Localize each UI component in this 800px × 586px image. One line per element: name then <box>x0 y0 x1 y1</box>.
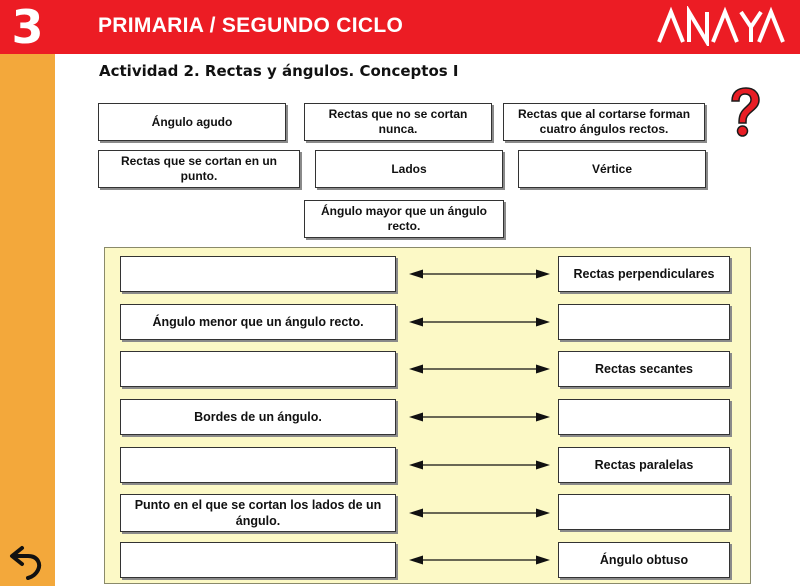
card-label: Rectas que no se cortan nunca. <box>328 107 468 136</box>
answer-card-se-cortan-en-un-punto[interactable] <box>98 150 300 188</box>
double-arrow-icon <box>409 268 550 280</box>
sidebar <box>0 54 55 586</box>
answer-card-angulo-agudo[interactable] <box>98 103 286 141</box>
answer-card-vertice[interactable] <box>518 150 706 188</box>
card-label: Ángulo agudo <box>151 114 233 129</box>
double-arrow-icon <box>409 459 550 471</box>
double-arrow-icon <box>409 363 550 375</box>
double-arrow-icon <box>409 316 550 328</box>
right-slot[interactable] <box>558 494 730 530</box>
card-label: Rectas que al cortarse forman cuatro ángulos rectos. <box>517 107 691 136</box>
answer-card-cuatro-angulos-rectos[interactable] <box>503 103 705 141</box>
right-slot[interactable] <box>558 304 730 340</box>
card-label: Lados <box>391 161 427 176</box>
answer-card-lados[interactable] <box>315 150 503 188</box>
left-slot[interactable] <box>120 399 396 435</box>
right-slot[interactable] <box>558 351 730 387</box>
right-slot[interactable] <box>558 399 730 435</box>
double-arrow-icon <box>409 554 550 566</box>
left-slot[interactable] <box>120 542 396 578</box>
slot-text: Rectas perpendiculares <box>573 267 715 281</box>
right-slot[interactable] <box>558 542 730 578</box>
slot-text: Rectas paralelas <box>594 458 694 472</box>
grade-number: 3 <box>11 0 44 54</box>
question-mark-icon[interactable] <box>727 86 763 138</box>
left-slot[interactable] <box>120 304 396 340</box>
double-arrow-icon <box>409 411 550 423</box>
slot-text: Rectas secantes <box>595 362 693 376</box>
left-slot[interactable] <box>120 256 396 292</box>
left-slot[interactable] <box>120 351 396 387</box>
left-slot[interactable] <box>120 447 396 483</box>
card-label: Vértice <box>591 161 633 176</box>
double-arrow-icon <box>409 507 550 519</box>
anaya-logo <box>655 6 785 46</box>
right-slot[interactable] <box>558 447 730 483</box>
slot-text: Ángulo obtuso <box>599 553 689 567</box>
card-label: Rectas que se cortan en un punto. <box>120 154 278 183</box>
back-arrow-icon[interactable] <box>8 544 46 580</box>
slot-text: Punto en el que se cortan los lados de un ángulo. <box>134 498 382 528</box>
slot-text: Bordes de un ángulo. <box>194 410 322 424</box>
right-slot[interactable] <box>558 256 730 292</box>
answer-card-rectas-no-se-cortan[interactable] <box>304 103 492 141</box>
course-title: PRIMARIA / SEGUNDO CICLO <box>98 14 404 37</box>
card-label: Ángulo mayor que un ángulo recto. <box>321 204 487 233</box>
activity-title: Actividad 2. Rectas y ángulos. Conceptos I <box>99 62 459 80</box>
left-slot[interactable] <box>120 494 396 532</box>
answer-card-angulo-mayor[interactable] <box>304 200 504 238</box>
slot-text: Ángulo menor que un ángulo recto. <box>152 315 364 329</box>
